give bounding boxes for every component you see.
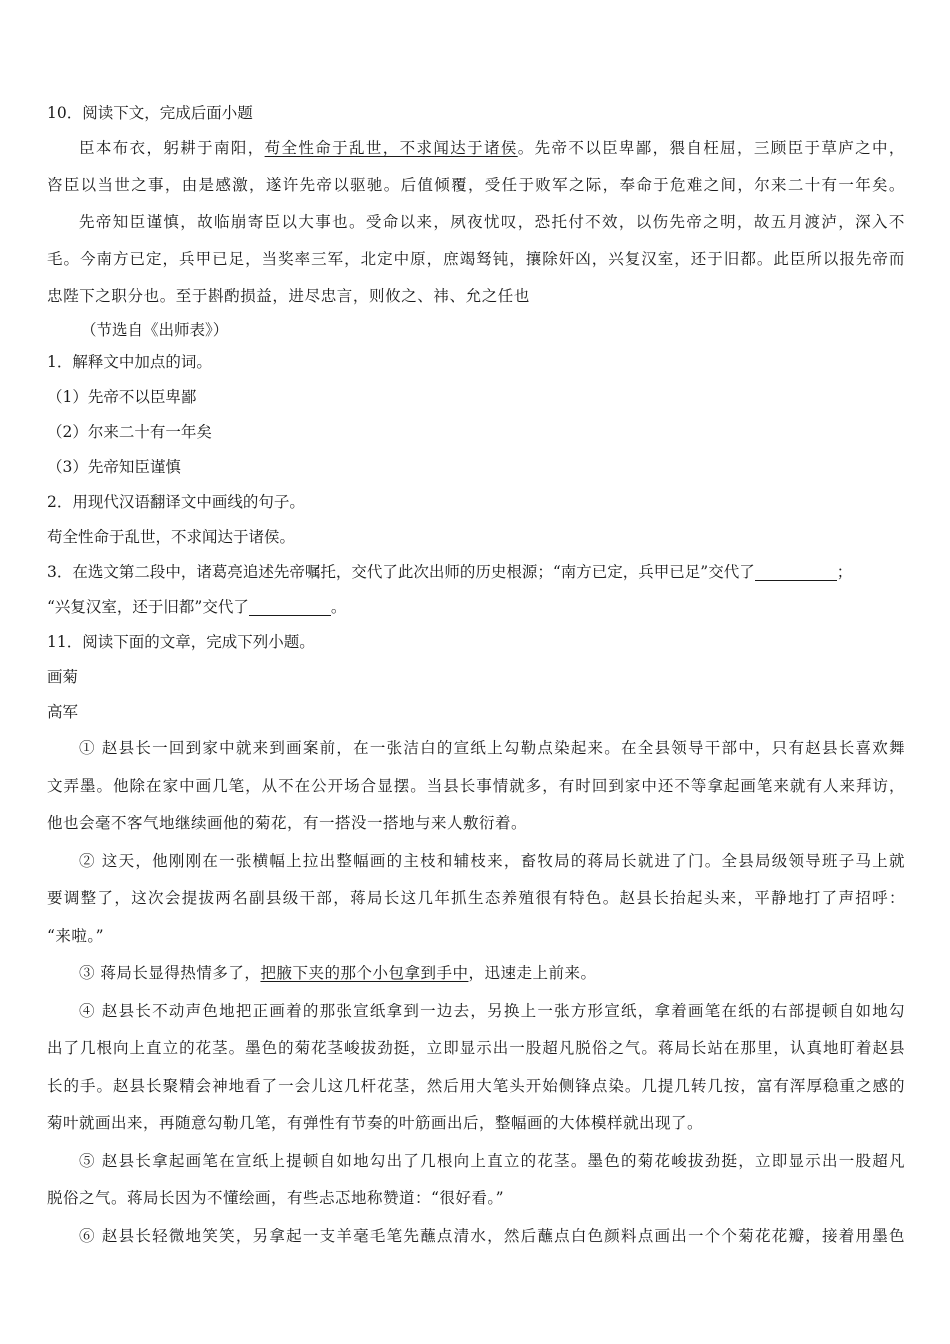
story-p2-line1: ② 这天，他刚刚在一张横幅上拉出整幅画的主枝和辅枝来，畜牧局的蒋局长就进了门。全县局级领导班子马上就 xyxy=(79,851,905,870)
sub-question-3-text: 3．在选文第二段中，诸葛亮追述先帝嘱托，交代了此次出师的历史根源；“南方已定，兵甲已足”交代了 xyxy=(47,563,755,581)
sub-question-3-line2 xyxy=(47,590,905,625)
story-p2-line2: 要调整了，这次会提拔两名副县级干部，蒋局长这几年抓生态养殖很有特色。赵县长抬起头来，平静地打了声招呼： xyxy=(47,889,905,907)
answer-blank-2 xyxy=(249,599,331,616)
article-title: 画菊 xyxy=(47,668,79,686)
story-p4-line2: 出了几根向上直立的花茎。墨色的菊花茎峻拔劲挺，立即显示出一股超凡脱俗之气。蒋局长站在那里，认真地盯着赵县 xyxy=(47,1039,905,1057)
story-p4-line3: 长的手。赵县长聚精会神地看了一会儿这几杆花茎，然后用大笔头开始侧锋点染。几提几转几按，富有浑厚稳重之感的 xyxy=(47,1076,905,1095)
story-p3-line1 xyxy=(47,955,905,993)
passage-source: （节选自《出师表》） xyxy=(81,321,229,339)
story-p2-line3: “来啦。” xyxy=(47,926,105,945)
question-11-heading: 11．阅读下面的文章，完成下列小题。 xyxy=(47,633,315,651)
passage-p2-line3: 忠陛下之职分也。至于斟酌损益，进尽忠言，则攸之、祎、允之任也 xyxy=(47,287,531,305)
separator: ； xyxy=(836,563,853,581)
story-body xyxy=(47,730,905,1255)
story-p1-line2: 文弄墨。他除在家中画几笔，从不在公开场合显摆。当县长事情就多，有时回到家中还不等拿起画笔来就有人来拜访， xyxy=(47,776,905,795)
passage-p2-line1: 先帝知臣谨慎，故临崩寄臣以大事也。受命以来，夙夜忧叹，恐托付不效，以伤先帝之明，故五月渡泸，深入不 xyxy=(79,213,905,231)
story-p1-line3: 他也会毫不客气地继续画他的菊花，有一搭没一搭地与来人敷衍着。 xyxy=(47,814,528,832)
passage-p1-line1 xyxy=(47,130,905,167)
classical-passage xyxy=(47,130,905,345)
story-p1-line1: ① 赵县长一回到家中就来到画案前，在一张洁白的宣纸上勾勒点染起来。在全县领导干部中，只有赵县长喜欢舞 xyxy=(79,739,905,757)
sub-question-3-line1 xyxy=(47,555,905,590)
sub-question-2-sentence: 苟全性命于乱世，不求闻达于诸侯。 xyxy=(47,528,296,546)
story-p5-line1: ⑤ 赵县长拿起画笔在宣纸上提顿自如地勾出了几根向上直立的花茎。墨色的菊花峻拔劲挺，立即显示出一股超凡 xyxy=(79,1151,905,1170)
passage-p2-line2: 毛。今南方已定，兵甲已足，当奖率三军，北定中原，庶竭驽钝，攘除奸凶，兴复汉室，还于旧都。此臣所以报先帝而 xyxy=(47,250,905,268)
story-p4-line1: ④ 赵县长不动声色地把正画着的那张宣纸拿到一边去，另换上一张方形宣纸，拿着画笔在纸的右部提顿自如地勾 xyxy=(79,1001,905,1020)
sub-question-1-item-1: （1）先帝不以臣卑鄙 xyxy=(47,388,197,406)
underlined-sentence: 苟全性命于乱世，不求闻达于诸侯 xyxy=(264,139,518,157)
document-page xyxy=(47,96,905,1255)
passage-p1-line2: 咨臣以当世之事，由是感激，遂许先帝以驱驰。后值倾覆，受任于败军之际，奉命于危难之间，尔来二十有一年矣。 xyxy=(47,176,905,194)
sub-question-1-item-2: （2）尔来二十有一年矣 xyxy=(47,423,212,441)
question-10-heading: 10．阅读下文，完成后面小题 xyxy=(47,104,253,122)
story-p4-line4: 菊叶就画出来，再随意勾勒几笔，有弹性有节奏的叶筋画出后，整幅画的大体模样就出现了。 xyxy=(47,1114,704,1132)
underlined-phrase: 把腋下夹的那个小包拿到手中 xyxy=(260,964,469,982)
passage-text: 。先帝不以臣卑鄙，猥自枉屈，三顾臣于草庐之中， xyxy=(517,139,905,157)
story-p6-line1: ⑥ 赵县长轻微地笑笑，另拿起一支羊毫毛笔先蘸点清水，然后蘸点白色颜料点画出一个个菊花花瓣，接着用墨色 xyxy=(79,1226,905,1245)
passage-text: 臣本布衣，躬耕于南阳， xyxy=(79,139,265,157)
answer-blank-1 xyxy=(755,564,837,581)
sub-question-3-text: “兴复汉室，还于旧都”交代了 xyxy=(47,598,249,616)
story-text: ③ 蒋局长显得热情多了， xyxy=(79,964,261,982)
sub-question-1-prompt: 1．解释文中加点的词。 xyxy=(47,353,212,371)
story-text: ，迅速走上前来。 xyxy=(468,964,597,982)
end-mark: 。 xyxy=(330,598,347,616)
sub-question-2-prompt: 2．用现代汉语翻译文中画线的句子。 xyxy=(47,493,305,511)
story-p5-line2: 脱俗之气。蒋局长因为不懂绘画，有些忐忑地称赞道：“很好看。” xyxy=(47,1189,505,1207)
article-author: 高军 xyxy=(47,703,79,721)
sub-question-1-item-3: （3）先帝知臣谨慎 xyxy=(47,458,181,476)
